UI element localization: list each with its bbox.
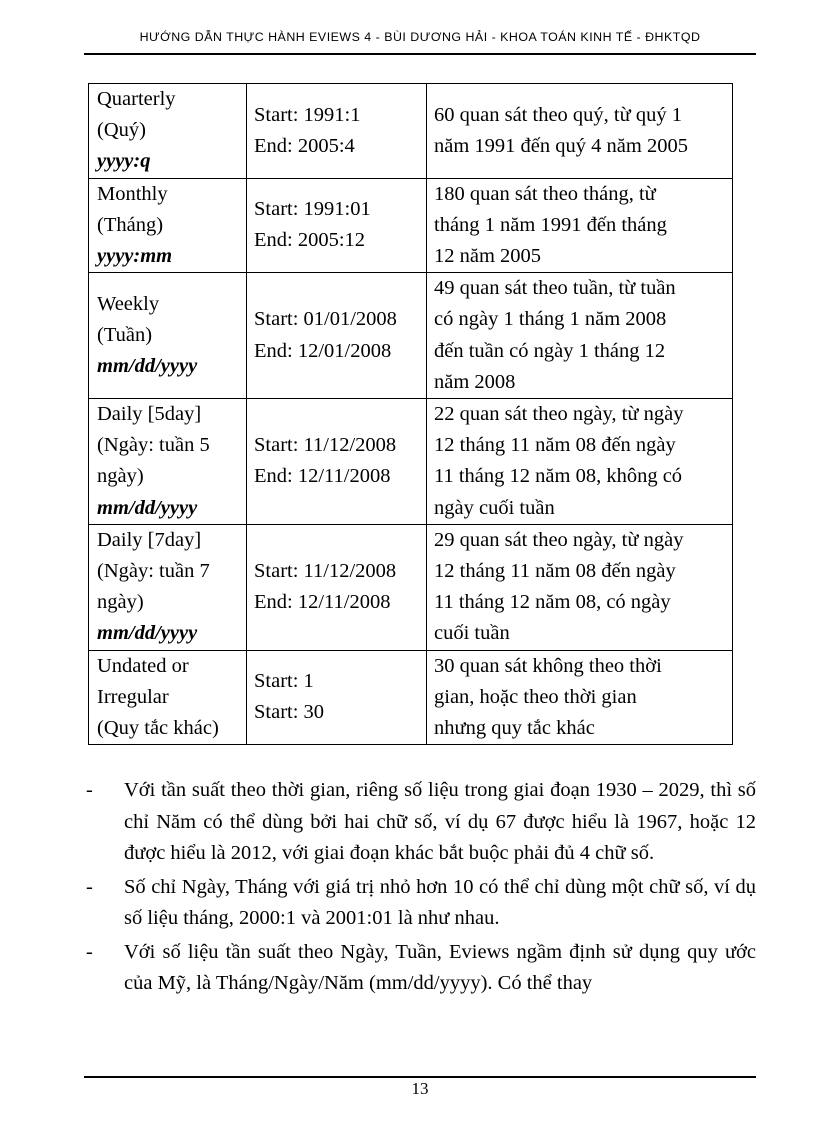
range-value: Start: 1991:01 [254,198,371,221]
note-text: Với số liệu tần suất theo Ngày, Tuần, Eviews ngầm định sử dụng quy ước của Mỹ, là Tháng/Ngày/Năm (mm/dd/yyyy). Có thể thay [124,940,756,994]
range-value: Start: 01/01/2008 [254,308,397,331]
description-line: năm 2008 [434,370,516,393]
range-cell [247,399,427,525]
date-format: yyyy:mm [97,245,173,268]
table-row [89,178,733,273]
description-line: 11 tháng 12 năm 08, không có [434,465,683,488]
bullet-dash: - [86,875,93,898]
description-line: gian, hoặc theo thời gian [434,685,637,708]
description-cell [427,273,733,399]
frequency-label: Irregular [97,685,169,708]
description-line: 12 năm 2005 [434,245,542,268]
description-line: 12 tháng 11 năm 08 đến ngày [434,434,676,457]
date-format: mm/dd/yyyy [97,496,198,519]
description-cell [427,650,733,745]
range-cell [247,84,427,179]
frequency-label: (Tuần) [97,324,153,347]
description-line: tháng 1 năm 1991 đến tháng [434,213,667,236]
table-row [89,84,733,179]
frequency-label: (Ngày: tuần 7 [97,560,210,583]
range-value: End: 2005:12 [254,229,366,252]
date-format: yyyy:q [97,150,151,173]
frequency-table-body [89,84,733,745]
description-line: cuối tuần [434,622,510,645]
frequency-cell [89,399,247,525]
frequency-label: (Ngày: tuần 5 [97,434,210,457]
frequency-label: (Quy tắc khác) [97,717,219,740]
date-format: mm/dd/yyyy [97,622,198,645]
frequency-cell [89,524,247,650]
list-item [84,775,756,870]
frequency-label: Monthly [97,182,168,205]
range-cell [247,524,427,650]
description-cell [427,524,733,650]
description-line: 30 quan sát không theo thời [434,654,662,677]
description-line: 180 quan sát theo tháng, từ [434,182,656,205]
range-value: End: 12/01/2008 [254,339,392,362]
header-rule [84,53,756,55]
frequency-label: (Quý) [97,119,146,142]
frequency-label: ngày) [97,591,144,614]
range-value: End: 12/11/2008 [254,465,391,488]
note-text: Số chỉ Ngày, Tháng với giá trị nhỏ hơn 10 có thể chỉ dùng một chữ số, ví dụ số liệu tháng, 2000:1 và 2001:01 là như nhau. [124,875,756,929]
page-number: 13 [411,1079,429,1098]
description-line: đến tuần có ngày 1 tháng 12 [434,339,666,362]
range-cell [247,650,427,745]
frequency-label: Quarterly [97,88,176,110]
range-value: Start: 1 [254,670,314,693]
description-line: 12 tháng 11 năm 08 đến ngày [434,560,676,583]
frequency-label: ngày) [97,465,144,488]
description-line: nhưng quy tắc khác [434,717,595,740]
frequency-label: Daily [5day] [97,403,202,426]
description-cell [427,399,733,525]
notes-list [84,775,756,1002]
footer-rule [84,1076,756,1078]
frequency-label: Daily [7day] [97,528,202,551]
frequency-cell [89,178,247,273]
table-row [89,399,733,525]
description-cell [427,178,733,273]
description-line: năm 1991 đến quý 4 năm 2005 [434,134,688,157]
note-text: Với tần suất theo thời gian, riêng số liệu trong giai đoạn 1930 – 2029, thì số chỉ Năm có thể dùng bởi hai chữ số, ví dụ 67 được hiểu là 1967, hoặc 12 được hiểu là 2012, với giai đoạn khác bắt buộc phải đủ 4 chữ số. [124,779,756,864]
description-line: 11 tháng 12 năm 08, có ngày [434,591,671,614]
date-format: mm/dd/yyyy [97,355,198,378]
list-item [84,937,756,1000]
description-line: ngày cuối tuần [434,496,555,519]
range-cell [247,178,427,273]
frequency-cell [89,84,247,179]
table-row [89,273,733,399]
description-line: có ngày 1 tháng 1 năm 2008 [434,308,667,331]
frequency-cell [89,650,247,745]
range-value: Start: 11/12/2008 [254,560,397,583]
description-line: 60 quan sát theo quý, từ quý 1 [434,103,682,126]
frequency-label: (Tháng) [97,213,164,236]
range-value: Start: 1991:1 [254,103,361,126]
range-value: End: 12/11/2008 [254,591,391,614]
description-line: 29 quan sát theo ngày, từ ngày [434,528,684,551]
table-row [89,650,733,745]
frequency-table [88,83,733,745]
range-cell [247,273,427,399]
range-value: Start: 11/12/2008 [254,434,397,457]
bullet-dash: - [86,940,93,963]
page-header: HƯỚNG DẪN THỰC HÀNH EVIEWS 4 - BÙI DƯƠNG HẢI - KHOA TOÁN KINH TẾ - ĐHKTQD [139,30,701,44]
list-item [84,872,756,935]
table-row [89,524,733,650]
frequency-label: Undated or [97,654,189,677]
range-value: End: 2005:4 [254,134,355,157]
description-line: 49 quan sát theo tuần, từ tuần [434,277,676,300]
description-line: 22 quan sát theo ngày, từ ngày [434,403,684,426]
description-cell [427,84,733,179]
frequency-cell [89,273,247,399]
bullet-dash: - [86,779,93,801]
frequency-label: Weekly [97,292,160,315]
range-value: Start: 30 [254,701,325,724]
